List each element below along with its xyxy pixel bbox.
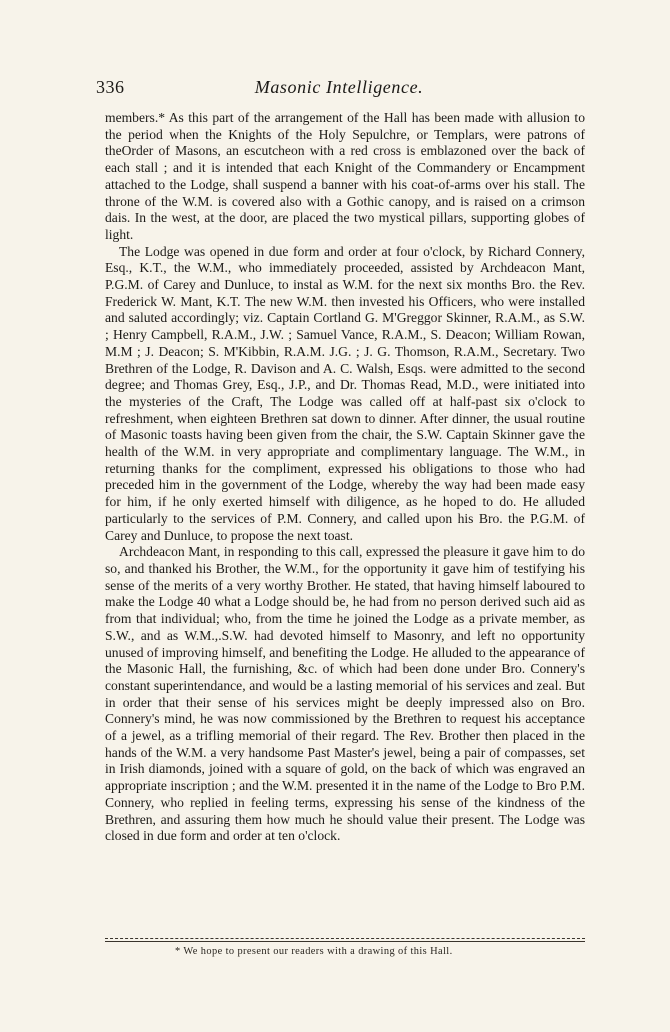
page-header bbox=[96, 77, 582, 99]
paragraph: members.* As this part of the arrangement of the Hall has been made with allusion to the period when the Knights of the Holy Sepulchre, or Templars, were patrons of theOrder of Masons, an escutcheon with a red cross is emblazoned over the back of each stall ; and it is intended that each Knight of the Commandery or Encampment attached to the Lodge, shall suspend a banner with his coat-of-arms over his stall. The throne of the W.M. is covered also with a Gothic canopy, and is raised on a crimson dais. In the west, at the door, are placed the two mystical pillars, supporting globes of light. bbox=[105, 110, 585, 242]
paragraph: The Lodge was opened in due form and order at four o'clock, by Richard Connery, Esq., K.T., the W.M., who immediately proceeded, assisted by Archdeacon Mant, P.G.M. of Carey and Dunluce, to instal as W.M. for the next six months Bro. the Rev. Frederick W. Mant, K.T. The new W.M. then invested his Officers, who were installed and saluted accordingly; viz. Captain Cortland G. M'Greggor Skinner, R.A.M., as S.W. ; Henry Campbell, R.A.M., J.W. ; Samuel Vance, R.A.M., S. Deacon; William Rowan, M.M ; J. Deacon; S. M'Kibbin, R.A.M. J.G. ; J. G. Thomson, R.A.M., Secretary. Two Brethren of the Lodge, R. Davison and A. C. Walsh, Esqs. were admitted to the second degree; and Thomas Grey, Esq., J.P., and Dr. Thomas Read, M.D., were initiated into the mysteries of the Craft, The Lodge was called off at half-past six o'clock to refreshment, when eighteen Brethren sat down to dinner. After dinner, the usual routine of Masonic toasts having been given from the chair, the S.W. Captain Skinner gave the health of the W.M. in very appropriate and complimentary language. The W.M., in returning thanks for the compliment, expressed his obligations to those who had preceded him in the government of the Lodge, whereby the way had been made easy for him, if he only exerted himself with diligence, as he hoped to do. He alluded particularly to the services of P.M. Connery, and called upon his Bro. the P.G.M. of Carey and Dunluce, to propose the next toast. bbox=[105, 243, 585, 543]
running-title: Masonic Intelligence. bbox=[254, 77, 424, 97]
paragraph: Archdeacon Mant, in responding to this call, expressed the pleasure it gave him to do so, and thanked his Brother, the W.M., for the opportunity it gave him of testifying his sense of the merits of a very worthy Brother. He stated, that having himself laboured to make the Lodge 40 what a Lodge should be, he had from no person derived such aid as from that individual; who, from the time he joined the Lodge as a private member, as S.W., and as W.M.,.S.W. had devoted himself to Masonry, and left no opportunity unused of improving himself, and benefiting the Lodge. He alluded to the appearance of the Masonic Hall, the furnishing, &c. of which had been done under Bro. Connery's constant superintendance, and would be a lasting memorial of his services and zeal. But in order that their sense of his services might be deeply impressed also on Bro. Connery's mind, he was now commissioned by the Brethren to request his acceptance of a jewel, as a trifling memorial of their regard. The Rev. Brother then placed in the hands of the W.M. a very handsome Past Master's jewel, being a pair of compasses, set in Irish diamonds, joined with a square of gold, on the back of which was engraved an appropriate inscription ; and the W.M. presented it in the name of the Lodge to Bro P.M. Connery, who replied in feeling terms, expressing his sense of the kindness of the Brethren, and assuring them how much he should value their present. The Lodge was closed in due form and order at ten o'clock. bbox=[105, 544, 585, 844]
footnote-rule-dashed bbox=[105, 938, 585, 939]
page-number: 336 bbox=[96, 77, 125, 97]
footnote-rule bbox=[105, 941, 585, 942]
footnote: * We hope to present our readers with a drawing of this Hall. bbox=[175, 946, 453, 957]
article-body bbox=[105, 110, 585, 845]
